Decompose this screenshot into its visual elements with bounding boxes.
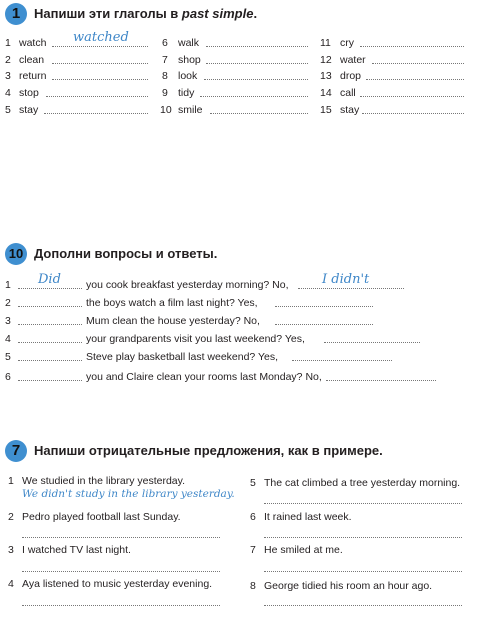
ex1-item-3 xyxy=(5,69,46,83)
item-number: 11 xyxy=(320,37,331,49)
ex1-item-2 xyxy=(5,53,44,67)
ex10-fill-line-4[interactable] xyxy=(18,342,82,343)
verb: watch xyxy=(19,37,47,49)
ex10-fill-line-3[interactable] xyxy=(18,324,82,325)
ex7-item-7-number: 7 xyxy=(250,544,256,556)
item-number: 10 xyxy=(160,104,172,116)
ex7-answer-line-8[interactable] xyxy=(264,605,462,606)
ex7-item-6-number: 6 xyxy=(250,511,256,523)
ex10-item-2-number: 2 xyxy=(5,297,11,309)
verb: return xyxy=(19,70,47,82)
ex1-item-6 xyxy=(162,36,199,50)
ex7-answer-line-7[interactable] xyxy=(264,571,462,572)
ex10-answer-line-1[interactable] xyxy=(298,288,404,289)
verb: smile xyxy=(178,104,203,116)
ex7-item-7-sentence: He smiled at me. xyxy=(264,544,343,556)
ex10-answer-line-5[interactable] xyxy=(292,360,392,361)
ex10-fill-line-6[interactable] xyxy=(18,380,82,381)
ex10-item-5-text: Steve play basketball last weekend? Yes, xyxy=(86,351,279,363)
verb: cry xyxy=(340,37,354,49)
ex10-fill-line-2[interactable] xyxy=(18,306,82,307)
ex10-item-1-text: you cook breakfast yesterday morning? No, xyxy=(86,279,289,291)
exercise-1-title-em: past simple xyxy=(181,6,254,21)
ex7-answer-line-3[interactable] xyxy=(22,571,220,572)
ex10-answer-line-2[interactable] xyxy=(275,306,373,307)
ex10-fill-line-1[interactable] xyxy=(18,288,82,289)
item-number: 15 xyxy=(320,104,332,116)
ex1-answer-line-1[interactable] xyxy=(52,46,148,47)
item-number: 5 xyxy=(5,104,11,116)
ex7-item-2-number: 2 xyxy=(8,511,14,523)
verb: shop xyxy=(178,54,201,66)
ex1-answer-line-14[interactable] xyxy=(360,96,464,97)
ex1-answer-line-11[interactable] xyxy=(360,46,464,47)
ex1-item-8 xyxy=(162,69,197,83)
ex7-item-5-number: 5 xyxy=(250,477,256,489)
verb: stop xyxy=(19,87,39,99)
verb: water xyxy=(340,54,366,66)
ex1-item-14 xyxy=(320,86,356,100)
exercise-7-title: Напиши отрицательные предложения, как в примере. xyxy=(34,443,383,458)
ex1-item-4 xyxy=(5,86,39,100)
ex1-answer-line-8[interactable] xyxy=(204,79,308,80)
item-number: 3 xyxy=(5,70,11,82)
ex7-item-1-sentence: We studied in the library yesterday. xyxy=(22,475,186,487)
ex1-answer-line-2[interactable] xyxy=(52,63,148,64)
exercise-1-title-post: . xyxy=(253,6,258,21)
item-number: 12 xyxy=(320,54,332,66)
ex10-answer-1: I didn't xyxy=(322,272,370,287)
item-number: 7 xyxy=(162,54,168,66)
ex10-item-6-text: you and Claire clean your rooms last Monday? No, xyxy=(86,371,322,383)
ex1-answer-1: watched xyxy=(73,30,129,45)
ex10-item-6-number: 6 xyxy=(5,371,11,383)
exercise-10-badge: 10 xyxy=(5,243,27,265)
exercise-10-title: Дополни вопросы и ответы. xyxy=(34,246,218,261)
ex1-item-13 xyxy=(320,69,361,83)
ex10-item-2-text: the boys watch a film last night? Yes, xyxy=(86,297,258,309)
item-number: 8 xyxy=(162,70,168,82)
item-number: 13 xyxy=(320,70,332,82)
ex1-item-7 xyxy=(162,53,201,67)
ex1-answer-line-12[interactable] xyxy=(372,63,464,64)
ex1-answer-line-4[interactable] xyxy=(46,96,148,97)
item-number: 9 xyxy=(162,87,168,99)
ex1-item-9 xyxy=(162,86,194,100)
ex1-answer-line-10[interactable] xyxy=(210,113,308,114)
ex1-answer-line-15[interactable] xyxy=(362,113,464,114)
exercise-1-badge: 1 xyxy=(5,3,27,25)
exercise-1-title-pre: Напиши эти глаголы в xyxy=(34,6,182,21)
ex10-answer-line-4[interactable] xyxy=(324,342,420,343)
item-number: 6 xyxy=(162,37,168,49)
ex10-item-1-number: 1 xyxy=(5,279,11,291)
ex10-item-5-number: 5 xyxy=(5,351,11,363)
ex7-item-8-sentence: George tidied his room an hour ago. xyxy=(264,580,433,592)
ex10-answer-line-3[interactable] xyxy=(275,324,373,325)
ex7-item-4-sentence: Aya listened to music yesterday evening. xyxy=(22,578,213,590)
verb: look xyxy=(178,70,198,82)
ex1-answer-line-7[interactable] xyxy=(206,63,308,64)
ex1-item-15 xyxy=(320,103,359,117)
verb: drop xyxy=(340,70,362,82)
ex7-item-5-sentence: The cat climbed a tree yesterday morning. xyxy=(264,477,461,489)
ex1-item-11 xyxy=(320,36,354,50)
ex1-item-1 xyxy=(5,36,46,50)
ex1-answer-line-5[interactable] xyxy=(44,113,148,114)
item-number: 2 xyxy=(5,54,11,66)
verb: walk xyxy=(178,37,200,49)
ex7-item-4-number: 4 xyxy=(8,578,14,590)
ex1-answer-line-6[interactable] xyxy=(206,46,308,47)
ex10-item-3-text: Mum clean the house yesterday? No, xyxy=(86,315,260,327)
exercise-1-title xyxy=(34,6,257,21)
ex7-answer-line-2[interactable] xyxy=(22,537,220,538)
ex7-answer-line-6[interactable] xyxy=(264,537,462,538)
ex1-item-12 xyxy=(320,53,366,67)
ex1-answer-line-3[interactable] xyxy=(52,79,148,80)
ex7-answer-line-4[interactable] xyxy=(22,605,220,606)
verb: stay xyxy=(19,104,39,116)
ex7-item-2-sentence: Pedro played football last Sunday. xyxy=(22,511,181,523)
ex7-item-8-number: 8 xyxy=(250,580,256,592)
item-number: 14 xyxy=(320,87,332,99)
item-number: 1 xyxy=(5,37,11,49)
verb: tidy xyxy=(178,87,195,99)
ex10-item-4-number: 4 xyxy=(5,333,11,345)
ex10-fill-1: Did xyxy=(38,272,61,287)
ex7-item-6-sentence: It rained last week. xyxy=(264,511,352,523)
verb: call xyxy=(340,87,356,99)
ex7-answer-1: We didn't study in the library yesterday. xyxy=(22,488,235,500)
ex1-item-5 xyxy=(5,103,38,117)
ex10-item-4-text: your grandparents visit you last weekend? Yes, xyxy=(86,333,305,345)
exercise-7-badge: 7 xyxy=(5,440,27,462)
ex7-item-1-number: 1 xyxy=(8,475,14,487)
ex1-item-10 xyxy=(160,103,203,117)
ex1-answer-line-13[interactable] xyxy=(366,79,464,80)
item-number: 4 xyxy=(5,87,11,99)
ex7-answer-line-5[interactable] xyxy=(264,503,462,504)
ex10-item-3-number: 3 xyxy=(5,315,11,327)
ex7-item-3-sentence: I watched TV last night. xyxy=(22,544,131,556)
ex10-answer-line-6[interactable] xyxy=(326,380,436,381)
verb: clean xyxy=(19,54,45,66)
ex1-answer-line-9[interactable] xyxy=(200,96,308,97)
ex10-fill-line-5[interactable] xyxy=(18,360,82,361)
verb: stay xyxy=(340,104,360,116)
ex7-item-3-number: 3 xyxy=(8,544,14,556)
